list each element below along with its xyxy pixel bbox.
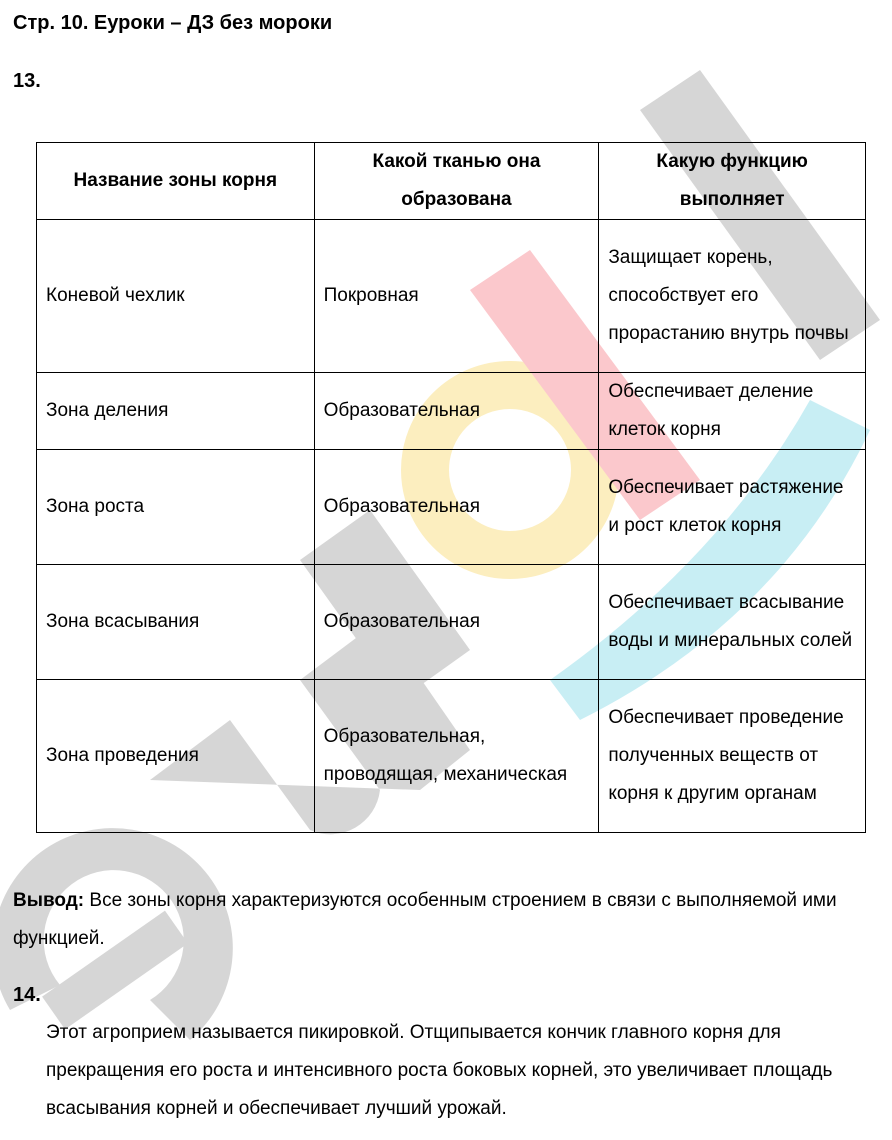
cell-tissue: Образовательная, проводящая, механическая [314,680,599,833]
table-row [37,450,866,565]
cell-zone: Коневой чехлик [37,220,315,373]
conclusion-text: Все зоны корня характеризуются особенным строением в связи с выполняемой ими функцией. [13,890,837,949]
table-row [37,373,866,450]
cell-function: Защищает корень, способствует его прорастанию внутрь почвы [599,220,866,373]
cell-tissue: Образовательная [314,565,599,680]
header-tissue: Какой тканью она образована [314,143,599,220]
table-header-row [37,143,866,220]
cell-zone: Зона всасывания [37,565,315,680]
cell-function: Обеспечивает проведение полученных веществ от корня к другим органам [599,680,866,833]
table-row [37,680,866,833]
cell-zone: Зона роста [37,450,315,565]
table-row [37,565,866,680]
cell-tissue: Образовательная [314,450,599,565]
cell-zone: Зона проведения [37,680,315,833]
cell-function: Обеспечивает деление клеток корня [599,373,866,450]
cell-zone: Зона деления [37,373,315,450]
task-13-number: 13. [13,70,41,92]
conclusion-paragraph [13,882,873,958]
header-zone-name: Название зоны корня [37,143,315,220]
cell-tissue: Покровная [314,220,599,373]
conclusion-label: Вывод: [13,890,85,911]
root-zones-table [36,142,866,833]
task-14-answer: Этот агроприем называется пикировкой. Отщипывается кончик главного корня для прекращения его роста и интенсивного роста боковых корней, это увеличивает площадь всасывания корней и обеспечивает лучший урожай. [46,1022,833,1119]
table-row [37,220,866,373]
cell-tissue: Образовательная [314,373,599,450]
page-title: Стр. 10. Еуроки – ДЗ без мороки [13,12,333,34]
cell-function: Обеспечивает растяжение и рост клеток корня [599,450,866,565]
header-function: Какую функцию выполняет [599,143,866,220]
cell-function: Обеспечивает всасывание воды и минеральных солей [599,565,866,680]
task-14-number: 14. [13,984,41,1006]
